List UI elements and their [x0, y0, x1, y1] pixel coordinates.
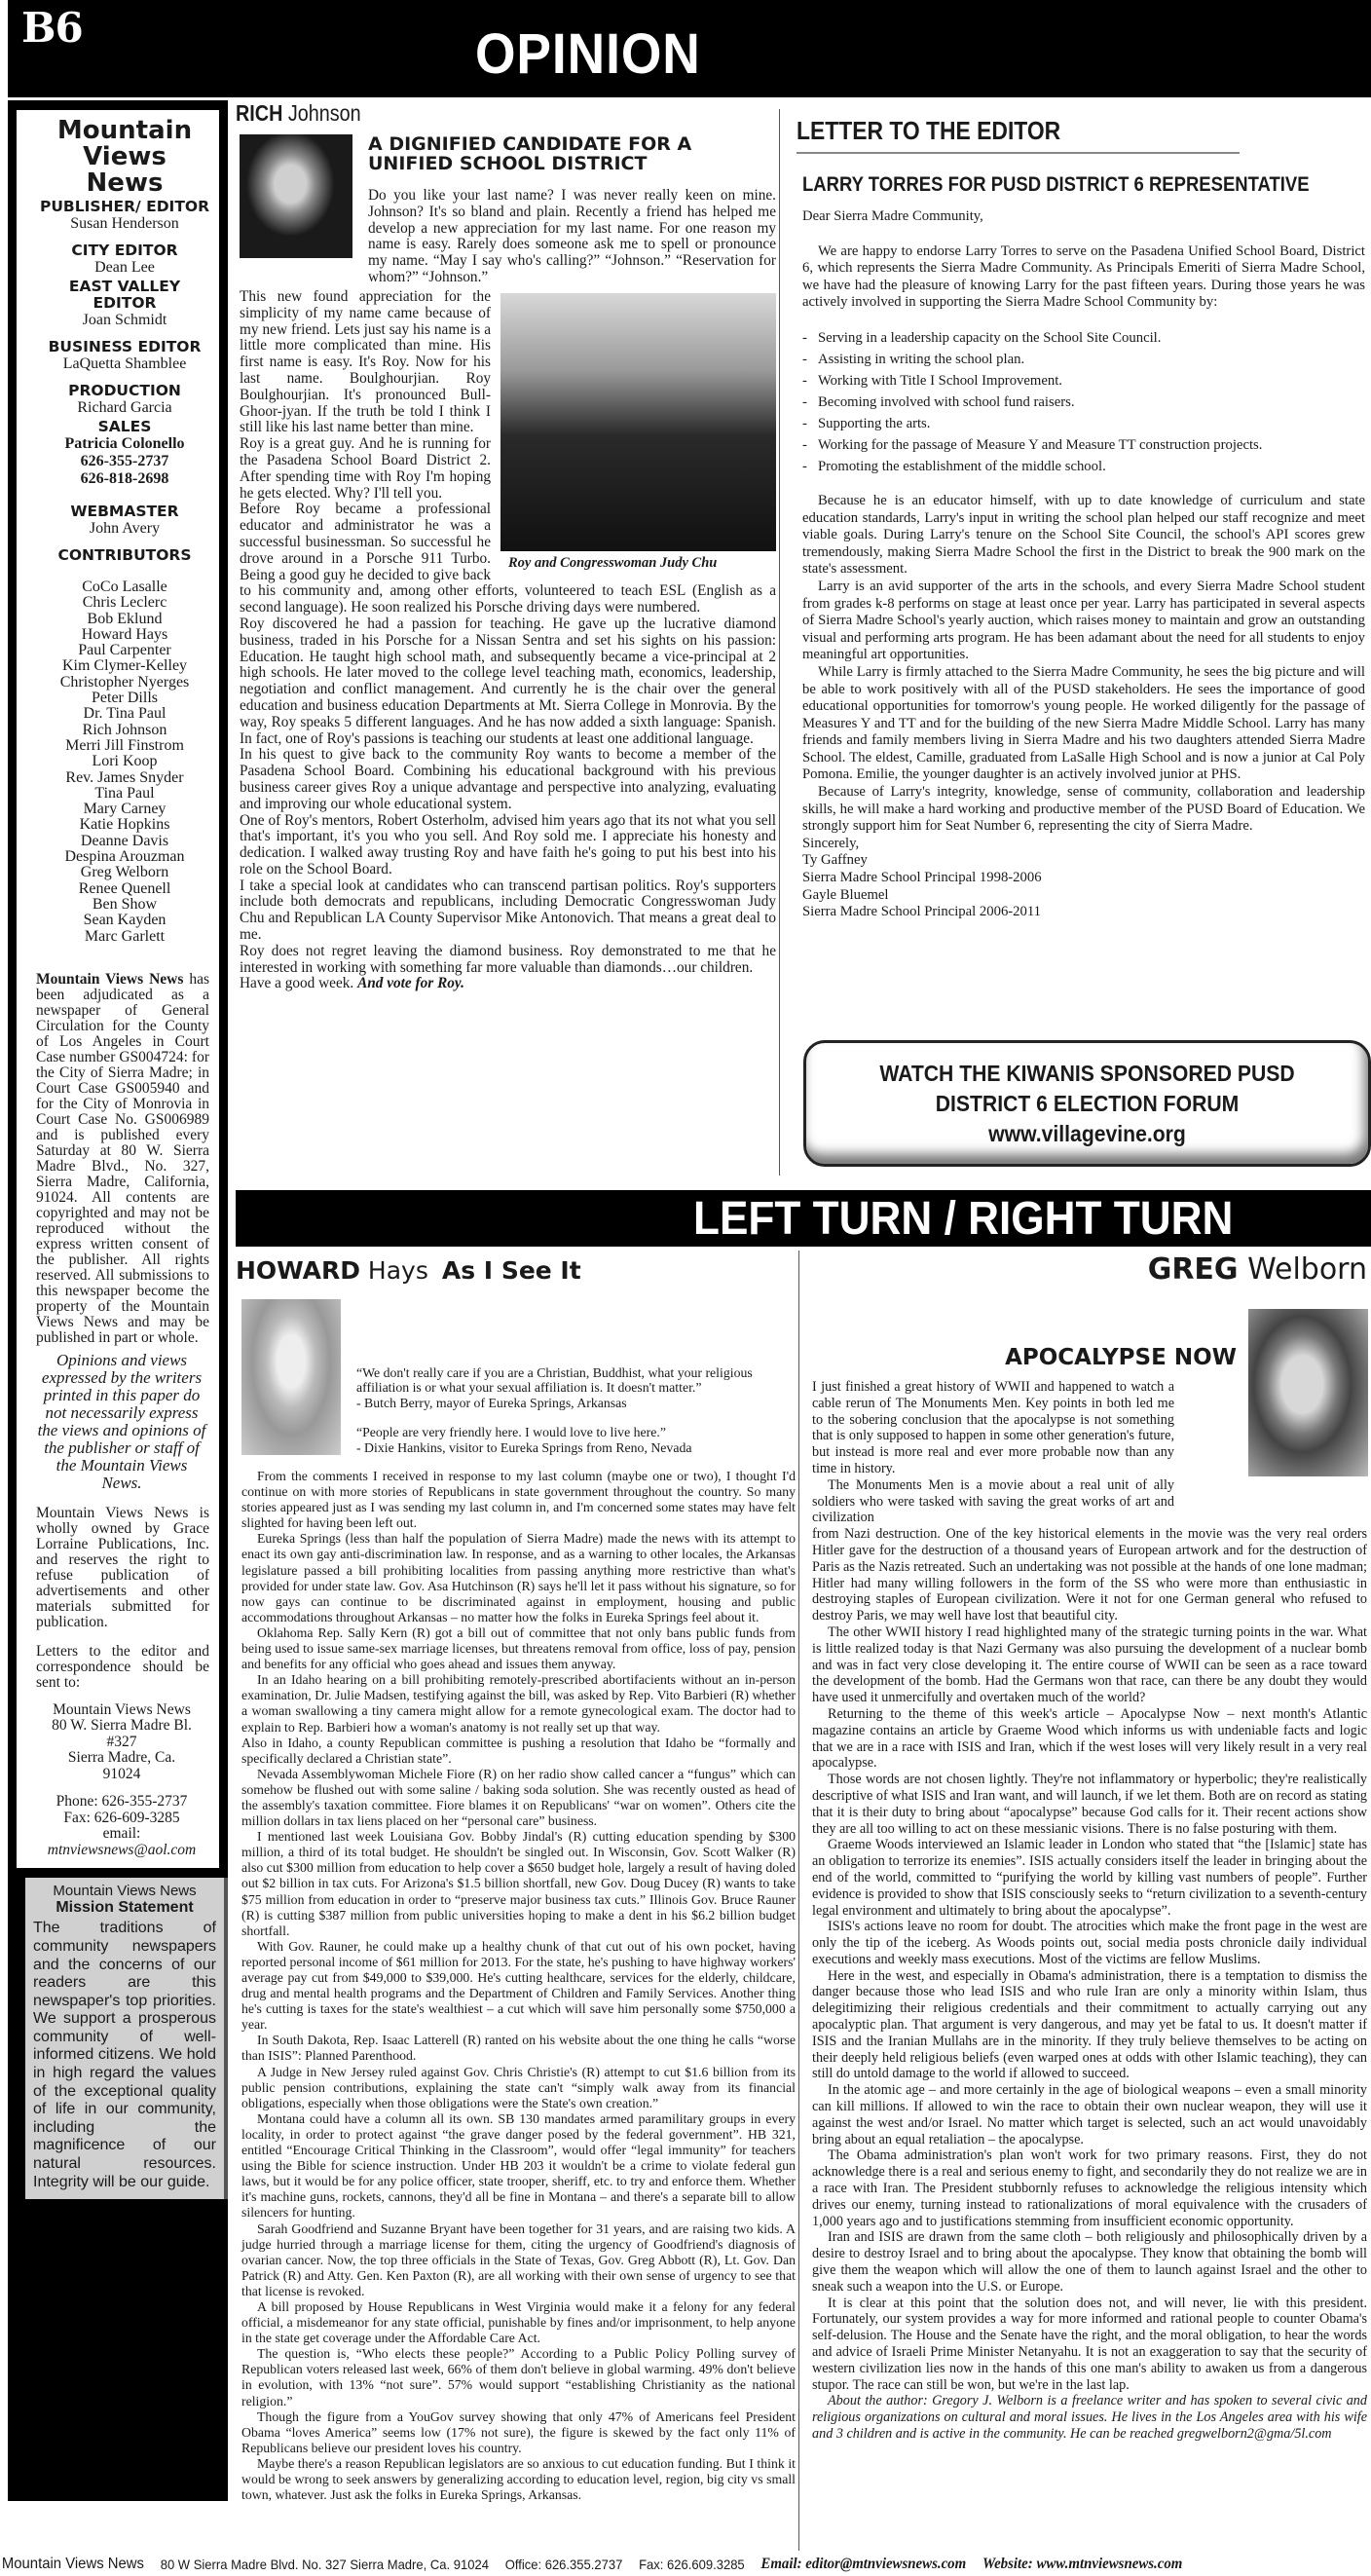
contributor-name: Paul Carpenter: [78, 642, 171, 659]
paragraph: A Judge in New Jersey ruled against Gov. Chris Christie's (R) attempt to cut $1.6 billion from its public pension contributions, explaining the state can't “simply walk away from its financial obligations, especially when those obligations were the State's own creation.”: [241, 2064, 796, 2110]
contributor-name: Peter Dills: [92, 690, 158, 707]
paragraph: The other WWII history I read highlighted many of the strategic turning points in the war. What is little realized today is that Nazi Germany was also pursuing the development of a nuclear bomb and was in fact very close developing it. The entire course of WWII can be seen as a race toward the development of the bomb. Had the Germans won that race, can there be any doubt they would have used it unmercifully and overtaken much of the world?: [812, 1624, 1367, 1706]
footer-address: 80 W Sierra Madre Blvd. No. 327 Sierra Madre, Ca. 91024: [160, 2556, 489, 2572]
paragraph: Eureka Springs (less than half the population of Sierra Madre) made the news with its attempt to enact its own gay anti-discrimination law. In response, and as a warning to other locales, the Arkansas legislature passed a bill prohibiting localities from passing anything more restrictive than what's provided for under state law. Gov. Asa Hutchinson (R) says he'll let it pass without his signature, so for now gays can continue to be discriminated against in employment, housing and public accommodations throughout Arkansas – no matter how the folks in Eureka Springs feel about it.: [241, 1531, 796, 1624]
footer-office: Office: 626.355.2737: [504, 2556, 623, 2572]
contributor-name: Ben Show: [92, 895, 158, 913]
contributors-label: CONTRIBUTORS: [57, 546, 192, 564]
photo-caption: Roy and Congresswoman Judy Chu: [508, 555, 718, 571]
staff-name: Dean Lee: [94, 259, 155, 276]
paragraph: A bill proposed by House Republicans in West Virginia would make it a felony for any federal official, a misdemeanor for any state official, punishable by fines and/or imprisonment, to help anyone in the state get coverage under the Affordable Care Act.: [241, 2298, 796, 2346]
author-byline: GREG Welborn: [1147, 1252, 1367, 1287]
signer-title: Sierra Madre School Principal 2006-2011: [802, 904, 1042, 920]
contributor-name: Merri Jill Finstrom: [65, 736, 184, 754]
contributor-name: Rev. James Snyder: [65, 768, 184, 786]
paragraph: The question is, “Who elects these people?” According to a Public Policy Polling survey of Republican voters released last week, 66% of them don't believe in global warming. 49% don't believe in evolution, with 13% “not sure”. 57% would support “establishing Christianity as the national religion.”: [241, 2346, 796, 2408]
paragraph: I mentioned last week Louisiana Gov. Bobby Jindal's (R) cutting education spending by $300 million, a third of its total budget. He shouldn't be singled out. In Wisconsin, Gov. Scott Walker (R) also cut $300 million from education to help cover a $650 budget hole, largely a result of having doled out $2 billion in tax cuts. For Arizona's $1.5 billion shortfall, new Gov. Doug Ducey (R) wants to take $75 million from education in order to “preserve major business tax cuts.” Illinois Gov. Bruce Rauner (R) is cutting $387 million from public universities hoping to make a dent in his $6.2 billion budget shortfall.: [241, 1829, 796, 1938]
contributor-name: Marc Garlett: [84, 927, 166, 945]
phone: Phone: 626-355-2737: [56, 1793, 188, 1811]
contributor-name: Lori Koop: [92, 753, 158, 770]
paragraph: In the atomic age – and more certainly in the age of biological weapons – even a small minority can kill millions. If allowed to win the race to obtain their own nuclear weapon, they will use it against the west and/or Israel. No matter which target is selected, such an act would unavoidably bring about an equal retaliation – the apocalypse.: [812, 2082, 1367, 2147]
column-divider: [798, 1251, 799, 2551]
staff-sidebar: [8, 100, 228, 2501]
letter-to-editor: [797, 100, 1369, 921]
paragraph: With Gov. Rauner, he could make up a healthy chunk of that cut out of his own pocket, having reported personal income of $61 million for 2013. For the state, he's pushing to have highway workers' average pay cut from $49,000 to $39,000. He's cutting healthcare, services for the elderly, childcare, drug and mental health programs and the Department of Children and Family Services. Another thing he's cutting is taxes for the state's wealthiest – a cut which will save him personally some $750,000 a year.: [241, 1938, 796, 2033]
section-heading: LETTER TO THE EDITOR: [797, 116, 1061, 145]
staff-name: Richard Garcia: [77, 399, 172, 416]
greg-welborn-column: [808, 1252, 1371, 2442]
paragraph: Those words are not chosen lightly. They're not inflammatory or hyperbolic; they're realistically descriptive of what ISIS and Iran want, and will launch, if we let them. Both are on record as stating that it is their duty to bring about “apocalypse” because God calls for it. Their recent actions show they are all too willing to act on these messianic visions. There is no false posturing with them.: [812, 1772, 1367, 1837]
paragraph: From the comments I received in response to my last column (maybe one or two), I thought I'd continue on with more stories of Republicans in state government throughout the country. So many stories appeared just as I was sending my last column in, and I'm concerned some states may have felt slighted for having been left out.: [241, 1469, 796, 1531]
contributor-name: Christopher Nyerges: [59, 673, 190, 691]
paragraph: from Nazi destruction. One of the key historical elements in the movie was the very real orders Hitler gave for the destruction of a thousand years of European artwork and for the destruction of Paris as the Nazis retreated. Such an undertaking was not possible at the hands of one lone madman; Hitler had many willing followers in the form of the SS who were more than enthusiastic in destroying staples of European civilization. Were it not for one German general who refused to destroy Paris, we may well have lost that beautiful city.: [812, 1526, 1367, 1624]
contributor-name: Mary Carney: [83, 801, 167, 818]
list-item: - Assisting in writing the school plan.: [802, 349, 1365, 370]
sales-phone: 626-818-2698: [80, 470, 169, 487]
staff-role: SALES: [97, 418, 152, 435]
howard-hays-column: [236, 1256, 796, 2503]
banner-title: LEFT TURN / RIGHT TURN: [693, 1193, 1234, 1245]
contributor-name: CoCo Lasalle: [82, 579, 167, 595]
contributor-name: Rich Johnson: [82, 721, 167, 738]
staff-name: Joan Schmidt: [82, 312, 167, 328]
rich-johnson-column: [236, 100, 776, 992]
staff-role: WEBMASTER: [70, 503, 179, 520]
staff-name: Patricia Colonello: [64, 435, 185, 452]
contributor-name: Kim Clymer-Kelley: [61, 657, 188, 675]
section-title: OPINION: [475, 22, 701, 86]
footer-fax: Fax: 626.609.3285: [639, 2556, 745, 2572]
paragraph: Oklahoma Rep. Sally Kern (R) got a bill out of committee that not only bans public funds from being used to issue same-sex marriage licenses, but threatens removal from office, loss of pay, pension and benefits for any official who goes ahead and issues them anyway.: [241, 1624, 796, 1672]
paragraph: Graeme Woods interviewed an Islamic leader in London who stated that “the [Islamic] state has an obligation to terrorize its enemies”. ISIS actually considers itself the leader in bringing about the end of the world, committed to “purifying the world by killing vast numbers of people”. Further evidence is provided to show that ISIS consciously seeks to “return civilization to a seventh-century legal environment and ultimately to bring about the apocalypse”.: [812, 1837, 1367, 1919]
section-masthead: [8, 0, 1371, 97]
sales-phone: 626-355-2737: [80, 453, 169, 469]
contributor-name: Renee Quenell: [78, 879, 171, 897]
staff-role: EAST VALLEY EDITOR: [68, 278, 181, 312]
paragraph: In South Dakota, Rep. Isaac Latterell (R) ranted on his website about the one thing he calls “worse than ISIS”: Planned Parenthood.: [241, 2033, 796, 2064]
mission-statement: Mountain Views News Mission Statement The traditions of community newspapers and the concerns of our readers are this newspaper's top priorities. We support a prosperous community of well-informed citizens. We hold in high regard the values of the exceptional quality of life in our community, including the magnificence of our natural resources. Integrity will be our guide.: [25, 1878, 228, 2199]
author-photo: [241, 1299, 341, 1455]
left-turn-right-turn-banner: [236, 1190, 1371, 1247]
ownership-notice: Mountain Views News is wholly owned by Grace Lorraine Publications, Inc. and reserves the right to refuse publication of advertisements and other materials submitted for publication.: [36, 1504, 209, 1630]
page-footer: [0, 2552, 1275, 2576]
signoff: Have a good week. And vote for Roy.: [240, 975, 464, 992]
paragraph: Iran and ISIS are drawn from the same cloth – both religiously and philosophically driven by a desire to destroy Israel and to bring about the apocalypse. They know that obtaining the bomb will give them the weapon which will allow the one of them to launch against Israel and the other to sneak such a weapon into the U.S. or Europe.: [812, 2229, 1367, 2295]
author-photo: [240, 134, 352, 258]
paragraph: Though the figure from a YouGov survey showing that only 47% of Americans feel President Obama “loves America” seems low (17% not sure), the figure is skewed by the fact only 11% of Republicans believe our president loves his country.: [241, 2408, 796, 2455]
mailing-address: Mountain Views News 80 W. Sierra Madre Bl. #327 Sierra Madre, Ca. 91024: [52, 1700, 192, 1782]
paragraph: Nevada Assemblywoman Michele Fiore (R) on her radio show called cancer a “fungus” which can somehow be flushed out with some saline / baking soda solution. She was recently ousted as head of the assembly's taxation committee. Fiore blames it on Republicans' “war on women”. Others cite the million dollars in tax liens placed on her “personal care” business.: [241, 1766, 796, 1829]
paragraph: It is clear at this point that the solution does not, and will never, lie with this president. Fortunately, our system provides a way for more informed and rational people to counter Obama's self-delusion. The House and the Senate have the right, and the moral obligation, to hear the words and advice of Israeli Prime Minister Netanyahu. It is not an exaggeration to say that the security of western civilization lies now in the hands of this one man's ability to awaken us from a dangerous stupor. The race can still be won, but we're in the last lap.: [812, 2295, 1367, 2393]
article-body: I just finished a great history of WWII and happened to watch a cable rerun of The Monuments Men. Key points in both led me to the sobering conclusion that the apocalypse is not something that is only supposed to happen in some other generation's future, but instead is more real and ever more probable now than any time in history. The Monuments Men is a movie about a real unit of ally soldiers who were tasked with saving the great works of art and civilization from Nazi destruction. One of the key historical elements in the movie was the very real orders Hitler gave for the destruction of a thousand years of European artwork and for the destruction of Paris as the Nazis retreated. Such an undertaking was not possible at the hands of one lone madman; Hitler had many willing followers in the form of the SS who were more than enthusiastic in destroying staples of European civilization. Were it not for one German general who refused to destroy Paris, we may well have lost that beautiful city. The other WWII history I read highlighted many of the strategic turning points in the war. What is little realized today is that Nazi Germany was also pursuing the development of a nuclear bomb and was in fact very close developing it. The entire course of WWII can be seen as a race toward the development of the bomb. Had the Germans won that race, can there be any doubt they would have used it unmercifully and overtaken much of the world? Returning to the theme of this week's article – Apocalypse Now – next month's Atlantic magazine contains an article by Graeme Wood which informs us with undeniable facts and logic that we are in a race with ISIS and Iran, which if the west loses will very likely result in a very real apocalypse. Those words are not chosen lightly. They're not inflammatory or hyperbolic; they're realistically descriptive of what ISIS and Iran want, and will launch, if we let them. Both are on record as stating that it is their duty to bring about “apocalypse” because God calls for it. Their recent actions show they are all too willing to act on these messianic visions. There is no false posturing with them. Graeme Woods interviewed an Islamic leader in London who stated that “the [Islamic] state has an obligation to terrorize its enemies”. ISIS actually considers itself the leader in bringing about the end of the world, committed to “purifying the world by killing vast numbers of people”. Further evidence is provided to show that ISIS consciously seeks to “return civilization to a seventh-century legal environment and ultimately to bring about the apocalypse”. ISIS's actions leave no room for doubt. The atrocities which make the front page in the west are only the tip of the iceberg. As Woods points out, social media posts chronicle daily individual executions and weekly mass executions. Most of the victims are fellow Muslims. Here in the west, and especially in Obama's administration, there is a temptation to dismiss the danger because those who lead ISIS and who rule Iran are only a minority within Islam, thus delegitimizing their religious credentials and their commitment to actually carrying out any apocalyptic plan. That argument is very dangerous, and may yet be fatal to us. It doesn't matter if ISIS and the Iranian Mullahs are in the minority. If they truly believe themselves to be acting on their deeply held religious beliefs (even warped ones at odds with other Islamic teaching), they can still do untold damage to the world if allowed to succeed. In the atomic age – and more certainly in the age of biological weapons – even a small minority can kill millions. If allowed to win the race to obtain their own nuclear weapon, they will use it against the west and/or Israel. No matter which target is selected, such an act would unavoidably bring about an equal retaliation – the apocalypse. The Obama administration's plan won't work for two primary reasons. First, they do not acknowledge there is a real and serious enemy to fight, and secondarily they do not realize we are in a race with Iran. The President stubbornly refuses to acknowledge the religious intensity which drives our enemy, turning instead to rationalizations of moral equivalence with the crusaders of 1,000 years ago and to justifications stemming from insufficient economic opportunity. Iran and ISIS are drawn from the same cloth – both religiously and philosophically driven by a desire to destroy Israel and to bring about the apocalypse. They know that obtaining the bomb will give them the weapon which will allow the one of them to launch against Israel and the other to sneak such a weapon into the U.S. or Europe. It is clear at this point that the solution does not, and will never, lie with this president. Fortunately, our system provides a way for more informed and rational people to counter Obama's self-delusion. The House and the Senate have the right, and the moral obligation, to hear the words and advice of Israeli Prime Minister Netanyahu. It is not an exaggeration to say that the security of western civilization lies now in the hands of this one man's ability to awaken us from a dangerous stupor. The race can still be won, but we're in the last lap. About the author: Gregory J. Welborn is a freelance writer and has spoken to several civic and religious organizations on cultural and moral issues. He lives in the Los Angeles area with his wife and 3 children and is active in the community. He can be reached gregwelborn2@gma/5l.com: [812, 1379, 1367, 2442]
paragraph: Here in the west, and especially in Obama's administration, there is a temptation to dismiss the danger because those who lead ISIS and who rule Iran are only a minority within Islam, thus delegitimizing their religious credentials and their commitment to actually carrying out any apocalyptic plan. That argument is very dangerous, and may yet be fatal to us. It doesn't matter if ISIS and the Iranian Mullahs are in the minority. If they truly believe themselves to be acting on their deeply held religious beliefs (even warped ones at odds with other Islamic teaching), they can still do untold damage to the world if allowed to succeed.: [812, 1967, 1367, 2082]
page-number: B6: [21, 4, 83, 52]
list-item: - Working with Title I School Improvement.: [802, 370, 1365, 392]
email-label: email:: [102, 1825, 141, 1843]
epigraph-quotes: “We don't really care if you are a Christian, Buddhist, what your religious affiliation is or what your sexual affiliation is. It doesn't matter.” - Butch Berry, mayor of Eureka Springs, Arkansas “People are very friendly here. I would love to live here.” - Dixie Hankins, visitor to Eureka Springs from Reno, Nevada: [356, 1365, 753, 1455]
contact-info: [36, 1794, 213, 1858]
email-link[interactable]: mtnviewsnews@aol.com: [47, 1841, 197, 1858]
article-body: Roy and Congresswoman Judy Chu This new found appreciation for the simplicity of my name came because of my new friend. Lets just say his name is a little more complicated than mine. His first name is easy. It's Roy. Now for his last name. Boulghourjian. Roy Boulghourjian. It's pronounced Bull-Ghoor-jyan. If the truth be told I think I still like his last name better than mine. Roy is a great guy. And he is running for the Pasadena School Board District 2. After spending time with Roy I'm hoping he gets elected. Why? I'll tell you. Before Roy became a professional educator and administrator he was a successful businessman. So successful he drove around in a Porsche 911 Turbo. Being a good guy he decided to give back to his community and, among other efforts, volunteered to teach ESL (English as a second language). He soon realized his Porsche driving days were numbered. Roy discovered he had a passion for teaching. He gave up the lucrative diamond business, traded in his Porsche for a Nissan Sentra and set his sights on his passion: Education. He taught high school math, and subsequently became a vice-principal at 2 high schools. He later moved to the college level teaching math, economics, leadership, negotiation and conflict management. And currently he is the chair over the general education and business education Departments at Mt. Sierra College in Monrovia. By the way, Roy speaks 5 different languages. And he has now added a sixth language: Spanish. In fact, one of Roy's passions is teaching our students at least one additional language. In his quest to give back to the community Roy wants to become a member of the Pasadena School Board. Combining his educational background with his previous business career gives Roy a unique advantage and perspective into analyzing, evaluating and improving our whole educational system. One of Roy's mentors, Robert Osterholm, advised him years ago that its not what you sell that's important, it's you who you sell. And Roy sold me. I appreciate his honesty and dedication. I walked away trusting Roy and have faith he's going to put his best into his role on the School Board. I take a special look at candidates who can transcend partisan politics. Roy's supporters include both democrats and republicans, including Democratic Congresswoman Judy Chu and Republican LA County Supervisor Mike Antonovich. That means a great deal to me. Roy does not regret leaving the diamond business. Roy demonstrated to me that he interested in working with something far more valuable than diamonds…our children. Have a good week. And vote for Roy.: [240, 288, 776, 992]
contributor-name: Tina Paul: [94, 784, 155, 802]
contributor-name: Chris Leclerc: [82, 594, 167, 612]
paragraph: In an Idaho hearing on a bill prohibiting remotely-prescribed abortifacients without an in-person examination, Dr. Julie Madsen, testifying against the bill, was asked by Rep. Vito Barbieri (R) whether a woman swallowing a tiny camera might allow for a remote gynecological exam. The doctor had to explain to Rep. Barbieri how a woman's anatomy is not really set up that way.: [241, 1672, 796, 1735]
paragraph: Returning to the theme of this week's article – Apocalypse Now – next month's Atlantic magazine contains an article by Graeme Wood which informs us with undeniable facts and logic that we are in a race with ISIS and Iran, which if the west loses will very likely result in a very real apocalypse.: [812, 1705, 1367, 1772]
signer-name: Ty Gaffney: [802, 852, 868, 869]
accomplishments-list: [802, 327, 1365, 477]
contributors-list: [36, 579, 213, 945]
list-item: - Becoming involved with school fund raisers.: [802, 392, 1365, 413]
contributor-name: Bob Eklund: [87, 610, 163, 627]
article-headline: A DIGNIFIED CANDIDATE FOR A UNIFIED SCHOOL DISTRICT: [368, 133, 692, 174]
footer-brand: Mountain Views News: [1, 2555, 144, 2572]
kiwanis-forum-ad: WATCH THE KIWANIS SPONSORED PUSD DISTRICT 6 ELECTION FORUM www.villagevine.org: [803, 1040, 1371, 1167]
signer-title: Sierra Madre School Principal 1998-2006: [802, 870, 1042, 886]
contributor-name: Deanne Davis: [80, 832, 169, 849]
contributor-name: Dr. Tina Paul: [83, 705, 167, 723]
legal-notice: Mountain Views News has been adjudicated as a newspaper of General Circulation for the County of Los Angeles in Court Case number GS004724: for the City of Sierra Madre; in Court Case GS005940 and for the City of Monrovia in Court Case No. GS006989 and is published every Saturday at 80 W. Sierra Madre Blvd., No. 327, Sierra Madre, California, 91024. All contents are copyrighted and may not be reproduced without the express written consent of the publisher. All rights reserved. All submissions to this newspaper become the property of the Mountain Views News and may be published in part or whole.: [36, 970, 209, 1346]
staff-name: LaQuetta Shamblee: [62, 355, 187, 372]
contributor-name: Howard Hays: [81, 625, 168, 643]
letter-body: Dear Sierra Madre Community, We are happy to endorse Larry Torres to serve on the Pasadena Unified School Board, District 6, which represents the Sierra Madre Community. As Principals Emeriti of Sierra Madre School, we have had the pleasure of knowing Larry for the past fifteen years. During those years he was actively involved in supporting the Sierra Madre School Community by: - Serving in a leadership capacity on the School Site Council. - Assisting in writing the school plan. - Working with Title I School Improvement. - Becoming involved with school fund raisers. - Supporting the arts. - Working for the passage of Measure Y and Measure TT construction projects. - Promoting the establishment of the middle school. Because he is an educator himself, with up to date knowledge of curriculum and state education standards, Larry's input in writing the school plan helped our staff recognize and meet viable goals. During Larry's tenure on the School Site Council, the school's API scores grew tremendously, making Sierra Madre School the first in the District to break the 900 mark on the state's assessment. Larry is an avid supporter of the arts in the schools, and every Sierra Madre School student from grades k-8 performs on stage at least once per year. Larry has participated in several aspects of Sierra Madre School's yearly auction, which raises money to maintain and grow an outstanding visual and performing arts program. He has been adamant about the need for all students to enjoy meaningful art opportunities. While Larry is firmly attached to the Sierra Madre Community, he sees the big picture and will be able to work positively with all of the PUSD stakeholders. He sees the importance of good educational opportunities for tomorrow's young people. He worked diligently for the passage of Measures Y and TT and for the building of the new Sierra Madre Middle School. Larry has many friends and family members living in Sierra Madre and his two daughters attended Sierra Madre School. The eldest, Camille, graduated from LaSalle High School and is now a junior at Cal Poly Pomona. Emilie, the younger daughter is an actively involved junior at PHS. Because of Larry's integrity, knowledge, sense of community, collaboration and leadership skills, he will make a hard working and productive member of the PUSD Board of Education. We strongly support him for Seat Number 6, representing the city of Sierra Madre. Sincerely, Ty Gaffney Sierra Madre School Principal 1998-2006 Gayle Bluemel Sierra Madre School Principal 2006-2011: [802, 208, 1365, 921]
forum-url-link[interactable]: www.villagevine.org: [988, 1121, 1186, 1146]
signer-name: Gayle Bluemel: [802, 886, 889, 903]
staff-role: BUSINESS EDITOR: [48, 338, 202, 355]
candidate-photo: [500, 293, 776, 551]
staff-name: John Avery: [89, 520, 161, 537]
heading-rule: [797, 152, 1240, 154]
list-item: - Promoting the establishment of the middle school.: [802, 456, 1365, 477]
list-item: - Working for the passage of Measure Y and Measure TT construction projects.: [802, 434, 1365, 456]
article-intro: Do you like your last name? I was never really keen on mine. Johnson? It's so bland and plain. Recently a friend has helped me develop a new appreciation for my last name. For one reason my name is easy. Rarely does someone ask me to spell or pronounce my name. “May I say who's calling?” “Johnson.” “Reservation for whom?” “Johnson.”: [368, 187, 776, 285]
author-bio: About the author: Gregory J. Welborn is a freelance writer and has spoken to several civic and religious organizations on cultural and moral issues. He lives in the Los Angeles area with his wife and 3 children and is active in the community. He can be reached gregwelborn2@gma/5l.com: [812, 2393, 1367, 2442]
staff-name: Susan Henderson: [70, 215, 179, 232]
paragraph: ISIS's actions leave no room for doubt. The atrocities which make the front page in the west are only the tip of the iceberg. As Woods points out, social media posts chronicle daily individual executions and weekly mass executions. Most of the victims are fellow Muslims.: [812, 1919, 1367, 1967]
staff-role: CITY EDITOR: [71, 242, 178, 259]
masthead-box: [17, 110, 219, 1868]
paper-name: Mountain Views News: [56, 116, 193, 198]
fax: Fax: 626-609-3285: [63, 1809, 180, 1826]
article-headline: APOCALYPSE NOW: [1005, 1345, 1237, 1370]
column-divider: [779, 109, 780, 1176]
letter-headline: LARRY TORRES FOR PUSD DISTRICT 6 REPRESENTATIVE: [802, 173, 1310, 196]
paragraph: The Obama administration's plan won't work for two primary reasons. First, they do not acknowledge there is a real and serious enemy to fight, and secondarily they do not realize we are in a race with Iran. The President stubbornly refuses to acknowledge the religious intensity which drives our enemy, turning instead to rationalizations of moral equivalence with the crusaders of 1,000 years ago and to justifications stemming from insufficient economic opportunity.: [812, 2147, 1367, 2229]
article-body: [241, 1469, 796, 2503]
paragraph: Also in Idaho, a county Republican committee is pushing a resolution that Idaho be “formally and specifically declared a Christian state”.: [241, 1735, 796, 1766]
contributor-name: Despina Arouzman: [64, 848, 185, 866]
author-byline: HOWARD Hays As I See It: [236, 1256, 581, 1285]
contributor-name: Katie Hopkins: [79, 816, 170, 834]
paragraph: Montana could have a column all its own. SB 130 mandates armed paramilitary groups in every locality, in order to protect against “the grave danger posed by the federal government”. HB 321, entitled “Encourage Critical Thinking in the Classroom”, would offer “legal immunity” for teachers using the Bible for science instruction. Under HB 203 it wouldn't be a crime to violate federal gun laws, but it would be for any police officer, state trooper, sheriff, etc. to try and enforce them. Whether it's machine guns, rockets, cannons, they'd all be fine in Montana – and there's a separate bill to allow silencers for hunting.: [241, 2110, 796, 2221]
list-item: - Supporting the arts.: [802, 413, 1365, 434]
opinion-disclaimer: Opinions and views expressed by the writers printed in this paper do not necessarily express the views and opinions of the publisher or staff of the Mountain Views News.: [37, 1350, 206, 1492]
paragraph: Sarah Goodfriend and Suzanne Bryant have been together for 31 years, and are raising two kids. A judge hurried through a marriage license for them, citing the urgency of Goodfriend's diagnosis of ovarian cancer. Now, the top three officials in the State of Texas, Gov. Greg Abbott (R), Lt. Gov. Dan Patrick (R) and Atty. Gen. Ken Paxton (R), are all working with their own sense of urgency to see that that license is revoked.: [241, 2221, 796, 2298]
staff-role: PUBLISHER/ EDITOR: [39, 198, 210, 215]
list-item: - Serving in a leadership capacity on the School Site Council.: [802, 327, 1365, 349]
column-name: As I See It: [441, 1256, 581, 1285]
letters-note: Letters to the editor and correspondence should be sent to:: [36, 1642, 209, 1691]
staff-role: PRODUCTION: [68, 382, 181, 399]
author-byline: RICH Johnson: [236, 100, 361, 126]
footer-website-link[interactable]: Website: www.mtnviewsnews.com: [982, 2555, 1183, 2572]
footer-email-link[interactable]: Email: editor@mtnviewsnews.com: [760, 2555, 967, 2572]
contributor-name: Greg Welborn: [80, 864, 169, 881]
contributor-name: Sean Kayden: [83, 912, 167, 929]
paragraph: Maybe there's a reason Republican legislators are so anxious to cut education funding. But I think it would be wrong to seek answers by generalizing according to education level, region, big city vs small town, whatever. Just ask the folks in Eureka Springs, Arkansas.: [241, 2455, 796, 2503]
